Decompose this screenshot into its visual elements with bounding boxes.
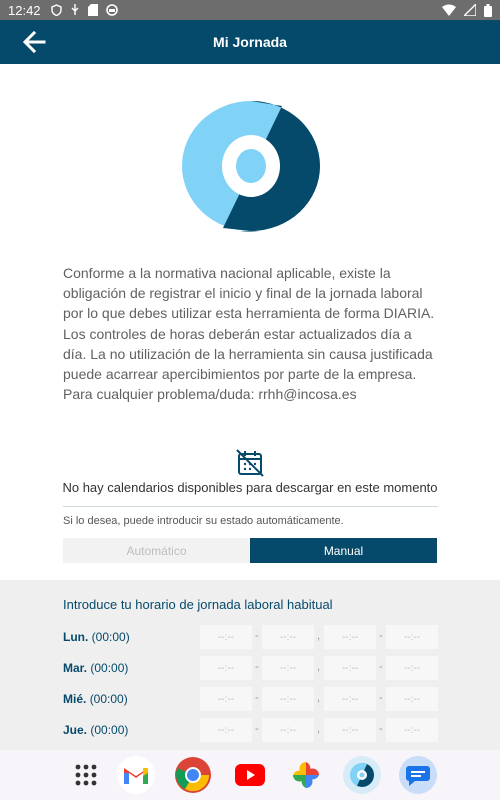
end-time-2[interactable]: --:-- — [386, 625, 438, 649]
pair-separator: , — [317, 723, 321, 735]
day-label: Lun. — [63, 630, 89, 644]
day-total: (00:00) — [91, 630, 130, 644]
automatic-mode-button[interactable]: Automático — [63, 538, 250, 563]
schedule-section — [0, 580, 500, 750]
start-time-1[interactable]: --:-- — [200, 687, 252, 711]
status-bar — [0, 0, 500, 20]
end-time-2[interactable]: --:-- — [386, 687, 438, 711]
schedule-row-wed — [63, 687, 443, 711]
day-label: Mié. — [63, 692, 87, 706]
range-separator: - — [379, 661, 383, 673]
schedule-title: Introduce tu horario de jornada laboral habitual — [63, 597, 333, 612]
start-time-2[interactable]: --:-- — [324, 625, 376, 649]
cloud-icon — [106, 4, 118, 16]
range-separator: - — [255, 630, 259, 642]
wifi-icon — [442, 4, 456, 16]
day-total: (00:00) — [90, 723, 129, 737]
start-time-2[interactable]: --:-- — [324, 656, 376, 680]
end-time-1[interactable]: --:-- — [262, 656, 314, 680]
no-calendars-message: No hay calendarios disponibles para descargar en este momento — [62, 480, 438, 495]
day-label: Jue. — [63, 723, 88, 737]
end-time-1[interactable]: --:-- — [262, 718, 314, 742]
mi-jornada-icon[interactable] — [343, 756, 381, 794]
usb-icon — [70, 4, 80, 16]
chrome-icon[interactable] — [174, 756, 212, 794]
app-dock — [0, 750, 500, 800]
arrow-left-icon[interactable] — [20, 28, 48, 56]
gmail-icon[interactable] — [117, 756, 155, 794]
start-time-1[interactable]: --:-- — [200, 625, 252, 649]
range-separator: - — [255, 661, 259, 673]
schedule-row-thu — [63, 718, 443, 742]
end-time-1[interactable]: --:-- — [262, 625, 314, 649]
shield-icon — [51, 4, 62, 16]
battery-icon — [484, 4, 492, 17]
start-time-1[interactable]: --:-- — [200, 718, 252, 742]
status-mode-toggle — [63, 538, 437, 563]
range-separator: - — [379, 723, 383, 735]
range-separator: - — [379, 630, 383, 642]
pair-separator: , — [317, 661, 321, 673]
end-time-1[interactable]: --:-- — [262, 687, 314, 711]
page-title: Mi Jornada — [213, 34, 287, 50]
manual-mode-button[interactable]: Manual — [250, 538, 437, 563]
day-total: (00:00) — [89, 692, 128, 706]
day-total: (00:00) — [90, 661, 129, 675]
range-separator: - — [255, 723, 259, 735]
divider — [63, 506, 438, 507]
cell-signal-icon — [464, 4, 476, 16]
end-time-2[interactable]: --:-- — [386, 718, 438, 742]
schedule-row-tue — [63, 656, 443, 680]
range-separator: - — [379, 692, 383, 704]
status-time: 12:42 — [8, 2, 41, 18]
messages-icon[interactable] — [399, 756, 437, 794]
schedule-row-mon — [63, 625, 443, 649]
pair-separator: , — [317, 692, 321, 704]
apps-grid-icon[interactable] — [67, 756, 105, 794]
range-separator: - — [255, 692, 259, 704]
legal-notice-text: Conforme a la normativa nacional aplicable, existe la obligación de registrar el inicio y final de la jornada laboral por lo que debes utilizar esta herramienta de forma DIARIA. Los controles de horas deberán estar actualizados día a día. La no utilización de la herramienta sin causa justificada puede acarrear apercibimientos por parte de la empresa. Para cualquier problema/duda: rrhh@incosa.es — [63, 265, 435, 403]
auto-status-hint: Si lo desea, puede introducir su estado automáticamente. — [63, 515, 344, 527]
day-label: Mar. — [63, 661, 88, 675]
app-bar — [0, 20, 500, 64]
start-time-2[interactable]: --:-- — [324, 718, 376, 742]
start-time-1[interactable]: --:-- — [200, 656, 252, 680]
calendar-off-icon — [236, 449, 264, 477]
mi-jornada-logo — [180, 100, 322, 232]
start-time-2[interactable]: --:-- — [324, 687, 376, 711]
sd-card-icon — [88, 4, 98, 16]
youtube-icon[interactable] — [231, 756, 269, 794]
pair-separator: , — [317, 630, 321, 642]
photos-icon[interactable] — [287, 756, 325, 794]
end-time-2[interactable]: --:-- — [386, 656, 438, 680]
